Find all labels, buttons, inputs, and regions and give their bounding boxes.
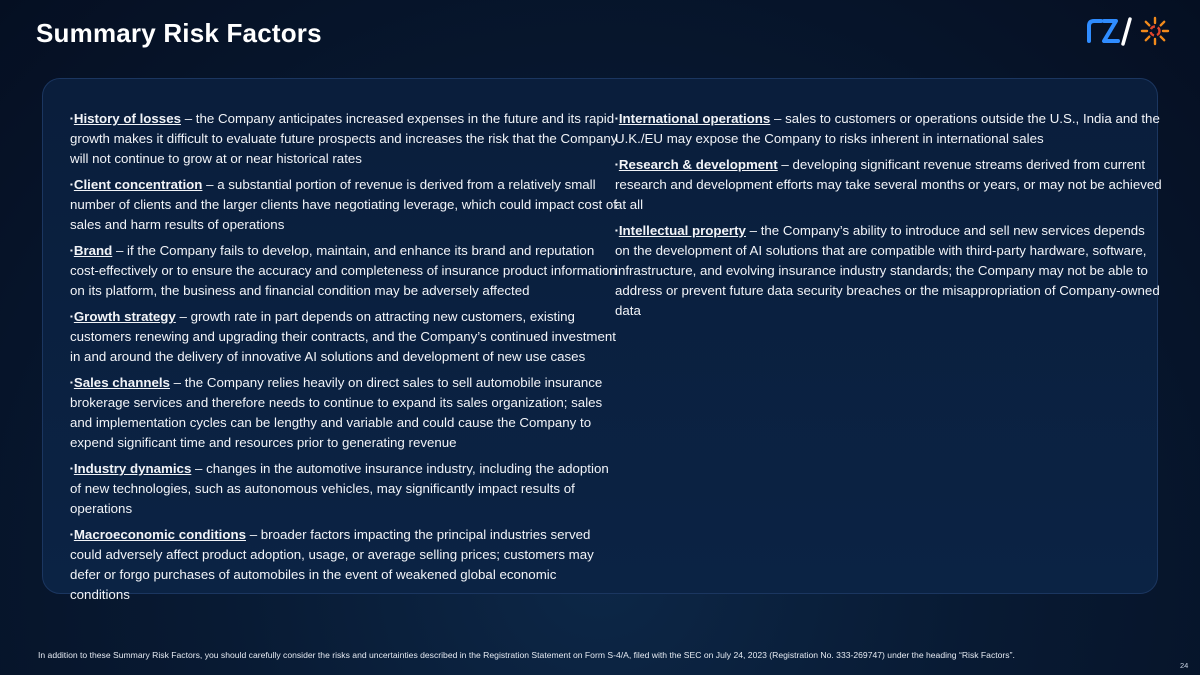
risk-term: Industry dynamics bbox=[73, 461, 192, 476]
bullet-icon: ▪ bbox=[70, 114, 73, 123]
risk-description: – growth rate in part depends on attracting new customers, existing customers renewing and upgrading their contracts, and the Company’s continued investment in and around the delivery of innovative AI solutions and development of new use cases bbox=[70, 309, 616, 364]
risk-term: Intellectual property bbox=[618, 223, 746, 238]
bullet-icon: ▪ bbox=[615, 226, 618, 235]
risk-description: – the Company anticipates increased expenses in the future and its rapid growth makes it difficult to evaluate future prospects and increases the risk that the Company will not continue to grow at or near historical rates bbox=[70, 111, 618, 166]
risk-item-history-of-losses bbox=[70, 109, 618, 169]
page-number: 24 bbox=[1180, 661, 1189, 670]
footnote: In addition to these Summary Risk Factors, you should carefully consider the risks and uncertainties described in the Registration Statement on Form S-4/A, filed with the SEC on July 24, 2023 (Registration No. 333-269747) under the heading “Risk Factors”. bbox=[38, 650, 1015, 660]
risk-description: – developing significant revenue streams derived from current research and development efforts may take several months or years, or may not be achieved at all bbox=[615, 157, 1162, 212]
risk-description: – the Company’s ability to introduce and sell new services depends on the development of AI solutions that are compatible with third-party hardware, software, infrastructure, and evolving insurance industry standards; the Company may not be able to address or prevent future data security breaches or the misappropriation of Company-owned data bbox=[615, 223, 1160, 318]
risk-term: Growth strategy bbox=[73, 309, 176, 324]
rz-logo-icon bbox=[1086, 16, 1134, 46]
right-column bbox=[615, 109, 1163, 327]
risk-item-macroeconomic-conditions bbox=[70, 525, 618, 605]
risk-term: Client concentration bbox=[73, 177, 203, 192]
risk-factors-panel bbox=[42, 78, 1162, 602]
risk-description: – changes in the automotive insurance industry, including the adoption of new technologies, such as autonomous vehicles, may significantly impact results of operations bbox=[70, 461, 609, 516]
risk-item-international-operations bbox=[615, 109, 1163, 149]
risk-term: Research & development bbox=[618, 157, 778, 172]
bullet-icon: ▪ bbox=[70, 464, 73, 473]
risk-term: Macroeconomic conditions bbox=[73, 527, 246, 542]
bullet-icon: ▪ bbox=[70, 180, 73, 189]
risk-term: Brand bbox=[73, 243, 113, 258]
sunburst-logo-icon bbox=[1140, 16, 1170, 46]
risk-description: – a substantial portion of revenue is derived from a relatively small number of clients and the larger clients have negotiating leverage, which could impact cost of sales and harm results of operations bbox=[70, 177, 617, 232]
risk-description: – the Company relies heavily on direct sales to sell automobile insurance brokerage services and therefore needs to continue to expand its sales organization; sales and implementation cycles can be lengthy and variable and could cause the Company to expend significant time and resources prior to generating revenue bbox=[70, 375, 603, 450]
bullet-icon: ▪ bbox=[70, 530, 73, 539]
risk-item-brand bbox=[70, 241, 618, 301]
bullet-icon: ▪ bbox=[615, 160, 618, 169]
risk-item-research-development bbox=[615, 155, 1163, 215]
risk-item-growth-strategy bbox=[70, 307, 618, 367]
logo-group bbox=[1086, 14, 1176, 48]
bullet-icon: ▪ bbox=[70, 312, 73, 321]
risk-item-sales-channels bbox=[70, 373, 618, 453]
risk-item-client-concentration bbox=[70, 175, 618, 235]
risk-description: – if the Company fails to develop, maintain, and enhance its brand and reputation cost-effectively or to ensure the accuracy and completeness of insurance product information on its platform, the business and financial condition may be adversely affected bbox=[70, 243, 617, 298]
risk-term: History of losses bbox=[73, 111, 181, 126]
risk-description: – broader factors impacting the principal industries served could adversely affect product adoption, usage, or average selling prices; customers may defer or forgo purchases of automobiles in the event of weakened global economic conditions bbox=[70, 527, 594, 602]
risk-term: International operations bbox=[618, 111, 771, 126]
risk-description: – sales to customers or operations outside the U.S., India and the U.K./EU may expose the Company to risks inherent in international sales bbox=[615, 111, 1160, 146]
risk-item-industry-dynamics bbox=[70, 459, 618, 519]
page-title: Summary Risk Factors bbox=[36, 18, 322, 48]
bullet-icon: ▪ bbox=[615, 114, 618, 123]
risk-item-intellectual-property bbox=[615, 221, 1163, 321]
bullet-icon: ▪ bbox=[70, 246, 73, 255]
left-column bbox=[70, 109, 618, 611]
risk-term: Sales channels bbox=[73, 375, 170, 390]
bullet-icon: ▪ bbox=[70, 378, 73, 387]
